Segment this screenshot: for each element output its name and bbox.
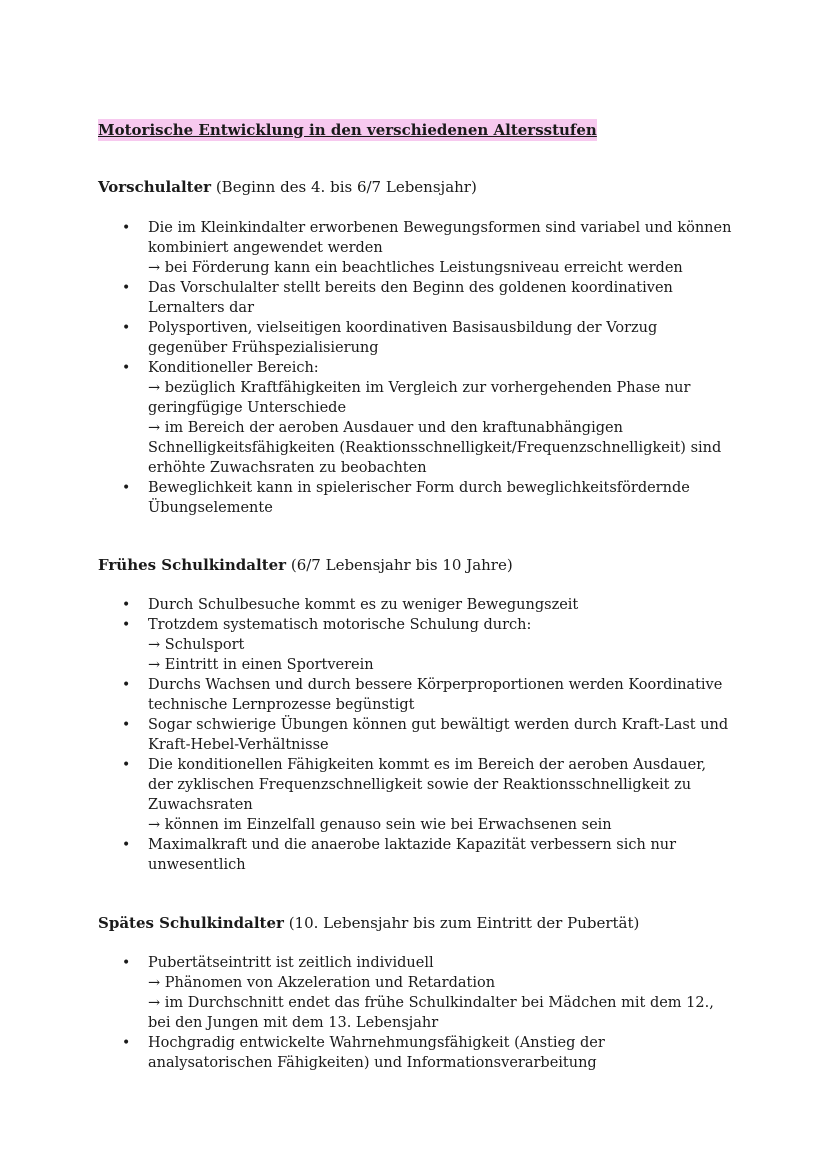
list-item	[122, 595, 732, 615]
bullet-icon: •	[122, 717, 131, 733]
section-heading-bold: Spätes Schulkindalter	[98, 914, 284, 932]
list-item-text: Trotzdem systematisch motorische Schulung durch:	[148, 617, 532, 633]
list-item-text: Polysportiven, vielseitigen koordinativen Basisausbildung der Vorzug gegenüber Frühspezialisierung	[148, 320, 658, 356]
list-item	[122, 218, 732, 278]
section-heading-vorschulalter	[98, 177, 477, 197]
list-subitem: → im Durchschnitt endet das frühe Schulkindalter bei Mädchen mit dem 12., bei den Jungen mit dem 13. Lebensjahr	[148, 995, 714, 1031]
list-subitem: → können im Einzelfall genauso sein wie bei Erwachsenen sein	[148, 817, 612, 833]
list-item	[122, 755, 732, 835]
section-heading-bold: Vorschulalter	[98, 178, 212, 196]
list-item-text: Konditioneller Bereich:	[148, 360, 319, 376]
list-item	[122, 835, 732, 875]
list-item-text: Beweglichkeit kann in spielerischer Form durch beweglichkeitsfördernde Übungselemente	[148, 480, 690, 516]
list-item	[122, 953, 732, 1033]
bullet-icon: •	[122, 757, 131, 773]
list-subitem: → bei Förderung kann ein beachtliches Leistungsniveau erreicht werden	[148, 260, 683, 276]
list-item	[122, 615, 732, 675]
section-heading-fruehes-schulkindalter	[98, 555, 513, 575]
section-heading-detail: (6/7 Lebensjahr bis 10 Jahre)	[286, 556, 513, 574]
section-heading-spaetes-schulkindalter	[98, 913, 639, 933]
list-subitem: → Eintritt in einen Sportverein	[148, 657, 374, 673]
list-item	[122, 478, 732, 518]
bullet-icon: •	[122, 220, 131, 236]
section-heading-detail: (10. Lebensjahr bis zum Eintritt der Pubertät)	[283, 914, 640, 932]
bullet-icon: •	[122, 597, 131, 613]
bullet-icon: •	[122, 280, 131, 296]
bullet-icon: •	[122, 617, 131, 633]
list-item-text: Sogar schwierige Übungen können gut bewältigt werden durch Kraft-Last und Kraft-Hebel-Verhältnisse	[148, 717, 729, 753]
section-heading-detail: (Beginn des 4. bis 6/7 Lebensjahr)	[211, 178, 477, 196]
list-subitem: → im Bereich der aeroben Ausdauer und den kraftunabhängigen Schnelligkeitsfähigkeiten (Reaktionsschnelligkeit/Frequenzschnelligkeit) sind erhöhte Zuwachsraten zu beobachten	[148, 420, 722, 476]
list-item-text: Die im Kleinkindalter erworbenen Bewegungsformen sind variabel und können kombiniert angewendet werden	[148, 220, 732, 256]
bullet-icon: •	[122, 677, 131, 693]
list-item-text: Pubertätseintritt ist zeitlich individuell	[148, 955, 434, 971]
list-subitem: → Schulsport	[148, 637, 245, 653]
list-item	[122, 715, 732, 755]
list-subitem: → bezüglich Kraftfähigkeiten im Vergleich zur vorhergehenden Phase nur geringfügige Unterschiede	[148, 380, 691, 416]
list-item-text: Hochgradig entwickelte Wahrnehmungsfähigkeit (Anstieg der analysatorischen Fähigkeiten) und Informationsverarbeitung	[148, 1035, 605, 1071]
list-item	[122, 675, 732, 715]
list-item	[122, 1033, 732, 1073]
list-item	[122, 318, 732, 358]
list-item-text: Die konditionellen Fähigkeiten kommt es im Bereich der aeroben Ausdauer, der zyklischen Frequenzschnelligkeit sowie der Reaktionsschnelligkeit zu Zuwachsraten	[148, 757, 707, 813]
bullet-list-vorschulalter	[122, 218, 732, 518]
list-item-text: Das Vorschulalter stellt bereits den Beginn des goldenen koordinativen Lernalters dar	[148, 280, 673, 316]
section-heading-bold: Frühes Schulkindalter	[98, 556, 287, 574]
bullet-icon: •	[122, 955, 131, 971]
list-item	[122, 358, 732, 478]
bullet-list-spaetes-schulkindalter	[122, 953, 732, 1073]
bullet-icon: •	[122, 320, 131, 336]
bullet-list-fruehes-schulkindalter	[122, 595, 732, 875]
bullet-icon: •	[122, 837, 131, 853]
list-item-text: Durchs Wachsen und durch bessere Körperproportionen werden Koordinative technische Lernprozesse begünstigt	[148, 677, 723, 713]
bullet-icon: •	[122, 1035, 131, 1051]
list-item	[122, 278, 732, 318]
bullet-icon: •	[122, 360, 131, 376]
bullet-icon: •	[122, 480, 131, 496]
document-title: Motorische Entwicklung in den verschiedenen Altersstufen	[98, 121, 597, 139]
list-item-text: Durch Schulbesuche kommt es zu weniger Bewegungszeit	[148, 597, 579, 613]
list-item-text: Maximalkraft und die anaerobe laktazide Kapazität verbessern sich nur unwesentlich	[148, 837, 677, 873]
list-subitem: → Phänomen von Akzeleration und Retardation	[148, 975, 496, 991]
